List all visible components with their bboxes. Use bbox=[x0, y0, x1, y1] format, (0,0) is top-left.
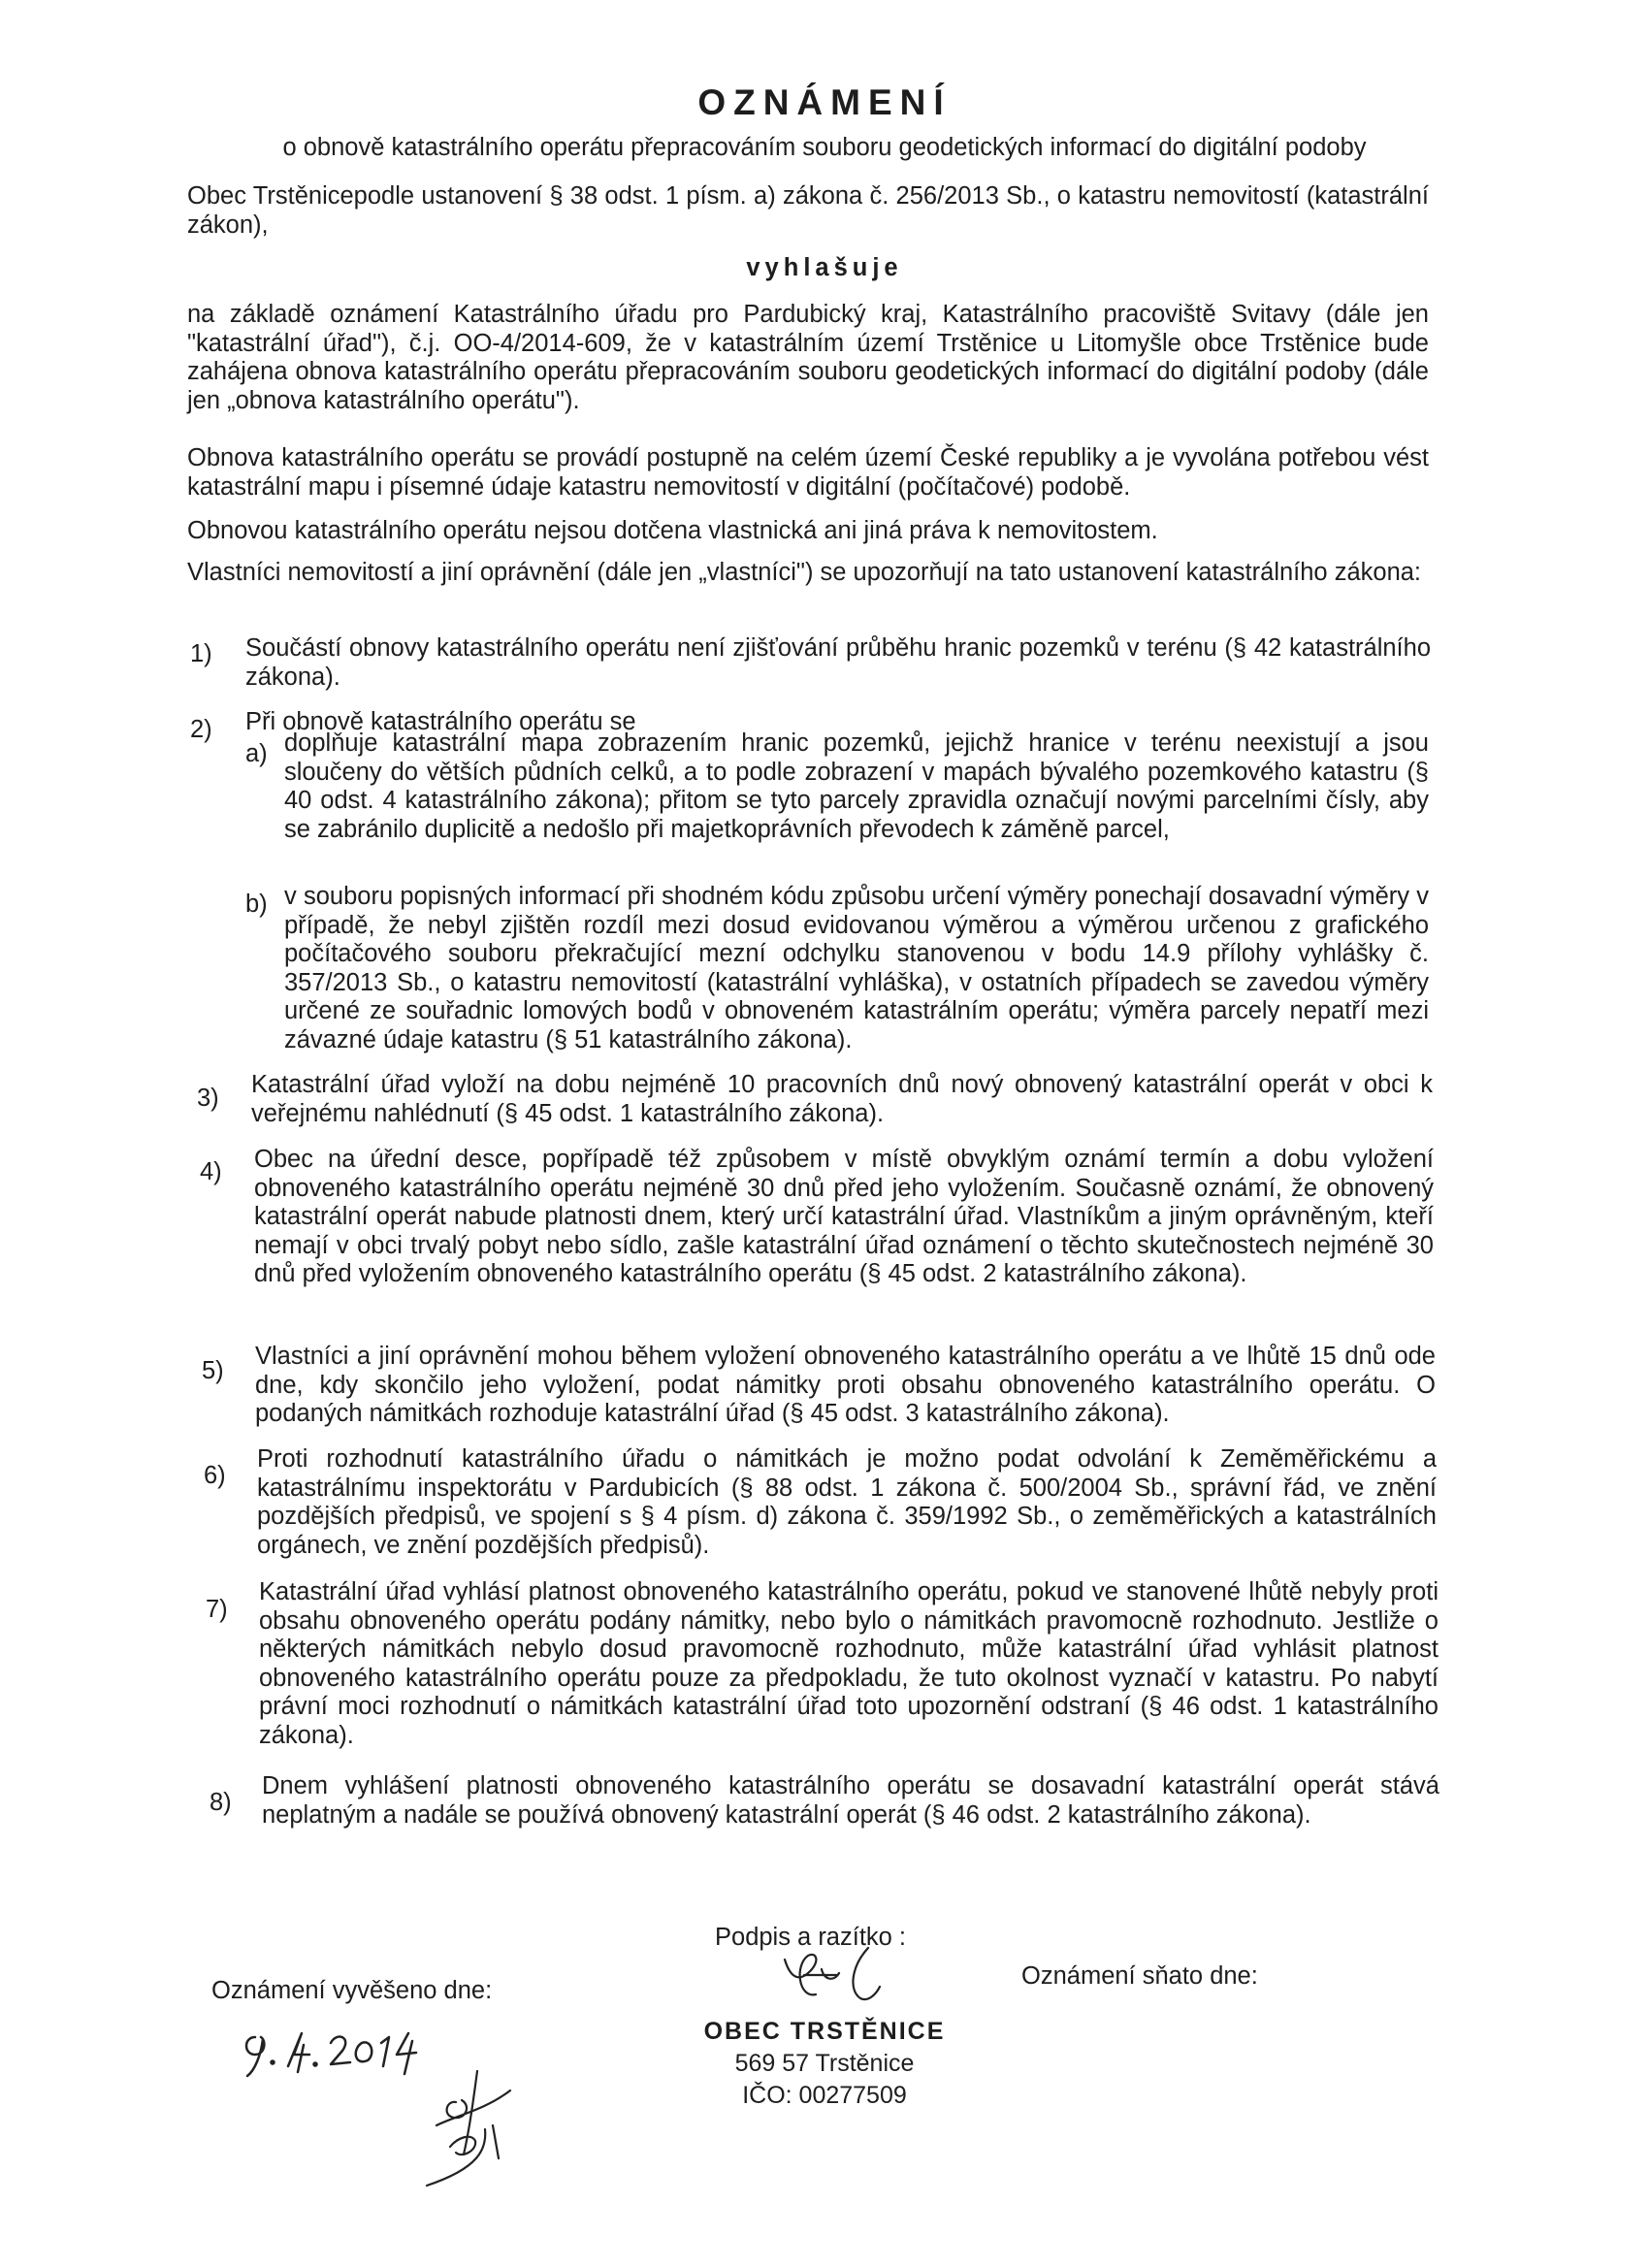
list-item-number: 2) bbox=[190, 716, 212, 743]
list-item-text: Proti rozhodnutí katastrálního úřadu o námitkách je možno podat odvolání k Zeměměřickému a katastrálnímu inspektorátu v Pardubicích (§ 88 odst. 1 zákona č. 500/2004 Sb., správní řád, ve znění pozdějších předpisů, ve spojení s § 4 písm. d) zákona č. 359/1992 Sb., o zeměměřických a katastrálních orgánech, ve znění pozdějších předpisů). bbox=[257, 1445, 1437, 1559]
document-subtitle: o obnově katastrálního operátu přepracováním souboru geodetických informací do digitální podoby bbox=[282, 134, 1367, 161]
removed-date-label: Oznámení sňato dne: bbox=[1021, 1962, 1258, 1990]
list-item-number: 6) bbox=[204, 1462, 226, 1489]
sub-item-text: v souboru popisných informací při shodném kódu způsobu určení výměry ponechají dosavadní výměry v případě, že nebyl zjištěn rozdíl mezi dosud evidovanou výměrou a výměrou určenou z grafického počítačového souboru překračující mezní odchylku stanovenou v bodu 14.9 přílohy vyhlášky č. 357/2013 Sb., o katastru nemovitostí (katastrální vyhláška), v ostatních případech se zavedou výměry určené ze souřadnic lomových bodů v obnoveném katastrálním operátu; výměra parcely nepatří mezi závazné údaje katastru (§ 51 katastrálního zákona). bbox=[284, 883, 1429, 1053]
list-item-number: 4) bbox=[200, 1158, 222, 1185]
intro-paragraph: Obec Trstěnicepodle ustanovení § 38 odst. 1 písm. a) zákona č. 256/2013 Sb., o katastru nemovitostí (katastrální zákon), bbox=[187, 182, 1429, 239]
paragraph-renewal: Obnova katastrálního operátu se provádí postupně na celém území České republiky a je vyvolána potřebou vést katastrální mapu i písemné údaje katastru nemovitostí v digitální (počítačové) podobě. bbox=[187, 444, 1429, 501]
declaration-heading: vyhlašuje bbox=[746, 254, 903, 281]
list-item-text: Dnem vyhlášení platnosti obnoveného katastrálního operátu se dosavadní katastrální operát stává neplatným a nadále se používá obnovený katastrální operát (§ 46 odst. 2 katastrálního zákona). bbox=[262, 1772, 1439, 1829]
sub-item-text: doplňuje katastrální mapa zobrazením hranic pozemků, jejichž hranice v terénu neexistují a jsou sloučeny do větších půdních celků, a to podle zobrazení v mapách bývalého pozemkového katastru (§ 40 odst. 4 katastrálního zákona); přitom se tyto parcely zpravidla označují novými parcelními čísly, aby se zabránilo duplicitě a nedošlo při majetkoprávních převodech k záměně parcel, bbox=[284, 729, 1429, 843]
list-item-number: 1) bbox=[190, 640, 212, 667]
list-item-number: 3) bbox=[197, 1085, 219, 1112]
list-item-text: Katastrální úřad vyhlásí platnost obnoveného katastrálního operátu, pokud ve stanovené lhůtě nebyly proti obsahu obnoveného operátu podány námitky, nebo bylo o námitkách pravomocně rozhodnuto. Jestliže o některých námitkách nebylo dosud pravomocně rozhodnuto, může katastrální úřad vyhlásit platnost obnoveného katastrálního operátu pouze za předpokladu, že tuto okolnost vyznačí v katastru. Po nabytí právní moci rozhodnutí o námitkách katastrální úřad toto upozornění odstraní (§ 46 odst. 1 katastrálního zákona). bbox=[259, 1578, 1439, 1749]
list-item-text: Vlastníci a jiní oprávnění mohou během vyložení obnoveného katastrálního operátu a ve lhůtě 15 dnů ode dne, kdy skončilo jeho vyložení, podat námitky proti obsahu obnoveného katastrálního operátu. O podaných námitkách rozhoduje katastrální úřad (§ 45 odst. 3 katastrálního zákona). bbox=[255, 1343, 1436, 1427]
list-item-text: Obec na úřední desce, popřípadě též způsobem v místě obvyklým oznámí termín a dobu vyložení obnoveného katastrálního operátu nejméně 30 dnů před jeho vyložením. Současně oznámí, že obnovený katastrální operát nabude platnosti dnem, který určí katastrální úřad. Vlastníkům a jiným oprávněným, kteří nemají v obci trvalý pobyt nebo sídlo, zašle katastrální úřad oznámení o těchto skutečnostech nejméně 30 dnů před vyložením obnoveného katastrálního operátu (§ 45 odst. 2 katastrálního zákona). bbox=[254, 1146, 1434, 1287]
handwritten-signature-left bbox=[417, 2061, 524, 2192]
sub-item-letter: a) bbox=[245, 740, 268, 767]
stamp-line-ico: IČO: 00277509 bbox=[742, 2082, 907, 2109]
posted-date-label: Oznámení vyvěšeno dne: bbox=[211, 1977, 493, 2004]
paragraph-announcement: na základě oznámení Katastrálního úřadu pro Pardubický kraj, Katastrálního pracoviště Svitavy (dále jen "katastrální úřad"), č.j. OO-4/2014-609, že v katastrálním území Trstěnice u Litomyšle obce Trstěnice bude zahájena obnova katastrálního operátu přepracováním souboru geodetických informací do digitální podoby (dále jen „obnova katastrálního operátu"). bbox=[187, 301, 1429, 414]
document-title: OZNÁMENÍ bbox=[697, 82, 952, 122]
list-item-text: Katastrální úřad vyloží na dobu nejméně 10 pracovních dnů nový obnovený katastrální operát v obci k veřejnému nahlédnutí (§ 45 odst. 1 katastrálního zákona). bbox=[251, 1071, 1433, 1127]
stamp-line-name: OBEC TRSTĚNICE bbox=[703, 2018, 946, 2045]
stamp-line-address: 569 57 Trstěnice bbox=[734, 2050, 915, 2077]
list-item-text: Při obnově katastrálního operátu se bbox=[245, 708, 636, 735]
list-item-number: 7) bbox=[206, 1596, 228, 1623]
handwritten-signature-stamp bbox=[771, 1940, 888, 2018]
paragraph-rights: Obnovou katastrálního operátu nejsou dotčena vlastnická ani jiná práva k nemovitostem. bbox=[187, 517, 1158, 544]
paragraph-owners: Vlastníci nemovitostí a jiní oprávnění (dále jen „vlastníci") se upozorňují na tato ustanovení katastrálního zákona: bbox=[187, 559, 1422, 586]
list-item-number: 8) bbox=[210, 1789, 232, 1816]
handwritten-posted-date bbox=[238, 2016, 432, 2089]
list-item-text: Součástí obnovy katastrálního operátu není zjišťování průběhu hranic pozemků v terénu (§ 42 katastrálního zákona). bbox=[245, 634, 1431, 691]
official-stamp bbox=[679, 2016, 970, 2112]
sub-item-letter: b) bbox=[245, 891, 268, 918]
signature-label: Podpis a razítko : bbox=[715, 1924, 907, 1951]
list-item-number: 5) bbox=[202, 1357, 224, 1384]
